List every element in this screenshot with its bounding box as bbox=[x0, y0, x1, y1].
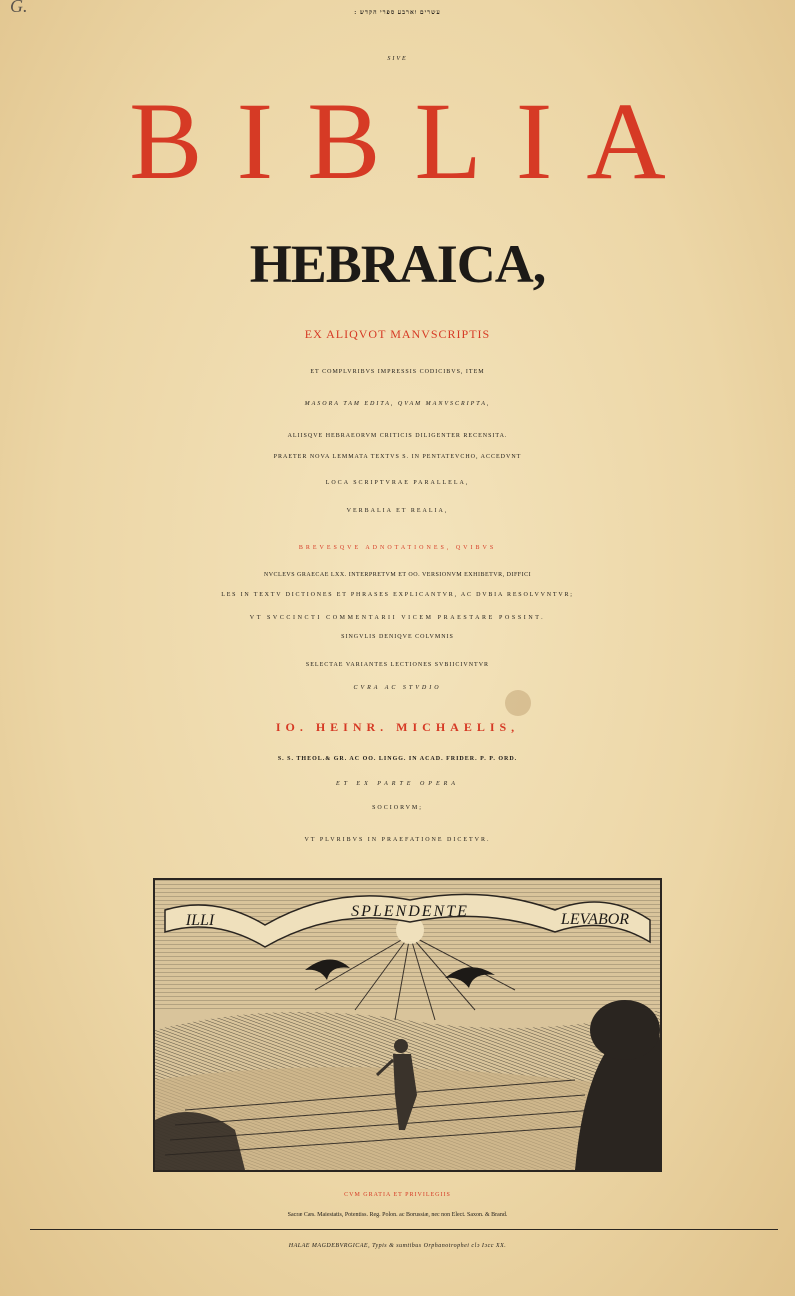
title-line-11: VT SVCCINCTI COMMENTARII VICEM PRAESTARE POSSINT. bbox=[249, 615, 546, 621]
author-title: S. S. THEOL.& GR. AC OO. LINGG. IN ACAD. FRIDER. P. P. ORD. bbox=[277, 756, 518, 762]
title-line-12: SINGVLIS DENIQVE COLVMNIS bbox=[341, 634, 454, 640]
engraving-svg bbox=[155, 880, 660, 1170]
engraving-illustration bbox=[153, 878, 662, 1172]
title-line-18: SOCIORVM; bbox=[372, 805, 423, 811]
hebrew-title: עשרים וארבע ספרי הקדש : bbox=[354, 10, 441, 16]
sive-label: SIVE bbox=[387, 56, 408, 62]
banner-text-mid: SPLENDENTE bbox=[351, 903, 469, 920]
banner-text-right: LEVABOR bbox=[560, 911, 630, 928]
title-line-2: ET COMPLVRIBVS IMPRESSIS CODICIBVS, ITEM bbox=[310, 369, 485, 375]
privilege-detail: Sacræ Cæs. Maiestatis, Potentiss. Reg. Polon. ac Borussiæ, nec non Elect. Saxon. & Brand. bbox=[287, 1212, 508, 1218]
author-name: IO. HEINR. MICHAELIS, bbox=[275, 720, 520, 734]
title-line-10: LES IN TEXTV DICTIONES ET PHRASES EXPLICANTVR, AC DVBIA RESOLVVNTVR; bbox=[221, 592, 574, 598]
biblia-title: BIBLIA bbox=[129, 80, 700, 202]
hebraica-title: HEBRAICA, bbox=[249, 234, 546, 294]
title-line-19: VT PLVRIBVS IN PRAEFATIONE DICETVR. bbox=[304, 837, 491, 843]
tree-crown bbox=[590, 1000, 660, 1060]
title-line-5: PRAETER NOVA LEMMATA TEXTVS S. IN PENTATEVCHO, ACCEDVNT bbox=[273, 454, 522, 460]
title-line-13: SELECTAE VARIANTES LECTIONES SVBIICIVNTVR bbox=[305, 662, 490, 668]
title-line-17: ET EX PARTE OPERA bbox=[336, 781, 459, 787]
title-line-6: LOCA SCRIPTVRAE PARALLELA, bbox=[325, 480, 470, 486]
divider-rule bbox=[30, 1229, 778, 1230]
title-line-7: VERBALIA ET REALIA, bbox=[346, 508, 449, 514]
title-line-3: MASORA TAM EDITA, QVAM MANVSCRIPTA, bbox=[304, 401, 491, 407]
imprint-line: HALAE MAGDEBVRGICAE, Typis & sumtibus Orphanotrophei clↄ Iↄcc XX. bbox=[288, 1243, 507, 1249]
title-line-8: BREVESQVE ADNOTATIONES, QVIBVS bbox=[298, 545, 497, 551]
title-line-1: EX ALIQVOT MANVSCRIPTIS bbox=[304, 327, 491, 341]
title-line-4: ALIISQVE HEBRAEORVM CRITICIS DILIGENTER RECENSITA. bbox=[287, 433, 508, 439]
title-line-9: NVCLEVS GRAECAE LXX. INTERPRETVM ET OO. VERSIONVM EXHIBETVR, DIFFICI bbox=[263, 572, 532, 578]
privilege-line: CVM GRATIA ET PRIVILEGIIS bbox=[344, 1192, 451, 1198]
title-line-14: CVRA AC STVDIO bbox=[353, 685, 442, 691]
corner-mark: G. bbox=[10, 0, 28, 16]
banner-text-left: ILLI bbox=[185, 912, 215, 929]
